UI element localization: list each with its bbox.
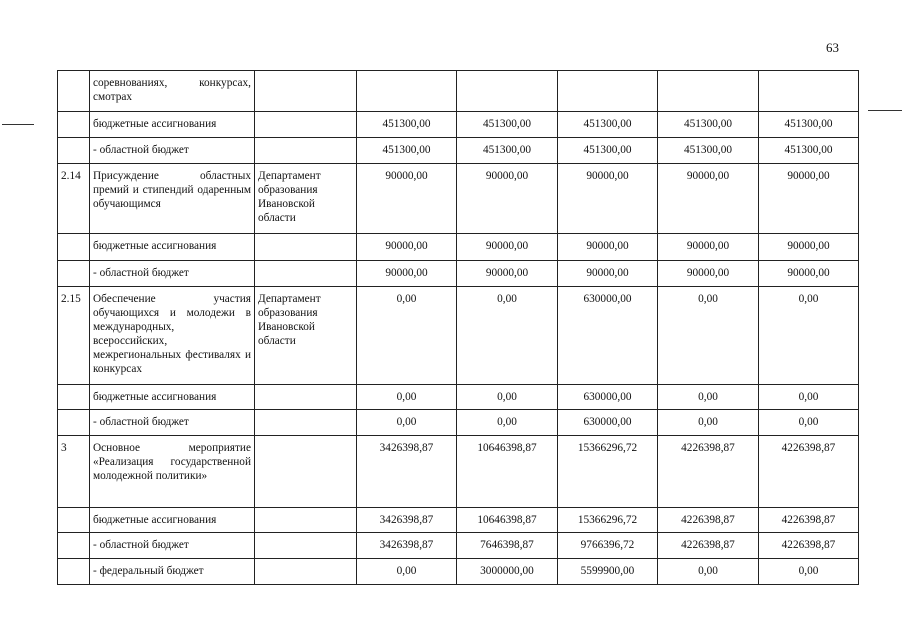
row-number bbox=[58, 533, 90, 559]
year-value-5: 451300,00 bbox=[759, 112, 859, 138]
table-row bbox=[58, 261, 859, 287]
year-value-1: 0,00 bbox=[357, 385, 457, 410]
year-value-1: 451300,00 bbox=[357, 138, 457, 164]
budget-table bbox=[57, 70, 859, 585]
year-value-5: 90000,00 bbox=[759, 234, 859, 261]
year-value-4: 4226398,87 bbox=[658, 533, 759, 559]
year-value-3: 90000,00 bbox=[558, 234, 658, 261]
executor-cell: Департамент образования Ивановской области bbox=[255, 164, 357, 234]
margin-mark-right bbox=[868, 110, 902, 111]
item-name: - областной бюджет bbox=[90, 533, 255, 559]
year-value-5: 4226398,87 bbox=[759, 508, 859, 533]
year-value-4: 451300,00 bbox=[658, 138, 759, 164]
table-row bbox=[58, 436, 859, 508]
year-value-3 bbox=[558, 71, 658, 112]
executor-cell bbox=[255, 385, 357, 410]
row-number: 3 bbox=[58, 436, 90, 508]
item-name: соревнованиях, конкурсах, смотрах bbox=[90, 71, 255, 112]
year-value-4: 0,00 bbox=[658, 410, 759, 436]
year-value-5: 90000,00 bbox=[759, 164, 859, 234]
executor-cell bbox=[255, 234, 357, 261]
year-value-1: 3426398,87 bbox=[357, 436, 457, 508]
year-value-2: 0,00 bbox=[457, 385, 558, 410]
table-row bbox=[58, 287, 859, 385]
executor-cell bbox=[255, 138, 357, 164]
table-body bbox=[58, 71, 859, 585]
year-value-1: 0,00 bbox=[357, 287, 457, 385]
page-number: 63 bbox=[826, 40, 839, 55]
table-row bbox=[58, 138, 859, 164]
year-value-4 bbox=[658, 71, 759, 112]
year-value-5: 0,00 bbox=[759, 410, 859, 436]
year-value-3: 630000,00 bbox=[558, 410, 658, 436]
row-number: 2.15 bbox=[58, 287, 90, 385]
year-value-4: 0,00 bbox=[658, 385, 759, 410]
year-value-2: 451300,00 bbox=[457, 112, 558, 138]
year-value-1: 451300,00 bbox=[357, 112, 457, 138]
year-value-2 bbox=[457, 71, 558, 112]
item-name: бюджетные ассигнования bbox=[90, 112, 255, 138]
year-value-4: 0,00 bbox=[658, 287, 759, 385]
year-value-2: 3000000,00 bbox=[457, 559, 558, 585]
executor-cell bbox=[255, 533, 357, 559]
row-number bbox=[58, 138, 90, 164]
year-value-5 bbox=[759, 71, 859, 112]
table-row bbox=[58, 234, 859, 261]
table-row bbox=[58, 385, 859, 410]
year-value-3: 451300,00 bbox=[558, 112, 658, 138]
year-value-1: 3426398,87 bbox=[357, 533, 457, 559]
item-name: - областной бюджет bbox=[90, 138, 255, 164]
year-value-2: 10646398,87 bbox=[457, 508, 558, 533]
executor-cell bbox=[255, 508, 357, 533]
item-name: бюджетные ассигнования bbox=[90, 385, 255, 410]
year-value-2: 90000,00 bbox=[457, 234, 558, 261]
year-value-3: 630000,00 bbox=[558, 287, 658, 385]
year-value-1: 0,00 bbox=[357, 559, 457, 585]
year-value-3: 630000,00 bbox=[558, 385, 658, 410]
year-value-3: 9766396,72 bbox=[558, 533, 658, 559]
year-value-1: 90000,00 bbox=[357, 164, 457, 234]
year-value-4: 90000,00 bbox=[658, 164, 759, 234]
year-value-5: 0,00 bbox=[759, 559, 859, 585]
row-number bbox=[58, 508, 90, 533]
executor-cell bbox=[255, 410, 357, 436]
row-number bbox=[58, 559, 90, 585]
year-value-2: 7646398,87 bbox=[457, 533, 558, 559]
executor-cell bbox=[255, 71, 357, 112]
executor-cell bbox=[255, 436, 357, 508]
item-name: - федеральный бюджет bbox=[90, 559, 255, 585]
year-value-1 bbox=[357, 71, 457, 112]
executor-cell bbox=[255, 261, 357, 287]
table-row bbox=[58, 410, 859, 436]
year-value-4: 90000,00 bbox=[658, 234, 759, 261]
year-value-1: 90000,00 bbox=[357, 261, 457, 287]
row-number bbox=[58, 385, 90, 410]
year-value-3: 90000,00 bbox=[558, 164, 658, 234]
year-value-3: 451300,00 bbox=[558, 138, 658, 164]
item-name: - областной бюджет bbox=[90, 261, 255, 287]
executor-cell: Департамент образования Ивановской области bbox=[255, 287, 357, 385]
table-row bbox=[58, 559, 859, 585]
year-value-3: 90000,00 bbox=[558, 261, 658, 287]
row-number bbox=[58, 261, 90, 287]
item-name: - областной бюджет bbox=[90, 410, 255, 436]
year-value-4: 0,00 bbox=[658, 559, 759, 585]
item-name: Присуждение областных премий и стипендий одаренным обучающимся bbox=[90, 164, 255, 234]
year-value-1: 90000,00 bbox=[357, 234, 457, 261]
row-number bbox=[58, 410, 90, 436]
year-value-4: 451300,00 bbox=[658, 112, 759, 138]
year-value-4: 4226398,87 bbox=[658, 436, 759, 508]
table-row bbox=[58, 164, 859, 234]
year-value-3: 15366296,72 bbox=[558, 508, 658, 533]
year-value-4: 90000,00 bbox=[658, 261, 759, 287]
year-value-2: 90000,00 bbox=[457, 164, 558, 234]
table-row bbox=[58, 508, 859, 533]
year-value-5: 0,00 bbox=[759, 287, 859, 385]
year-value-3: 15366296,72 bbox=[558, 436, 658, 508]
year-value-5: 4226398,87 bbox=[759, 436, 859, 508]
table-row bbox=[58, 71, 859, 112]
row-number bbox=[58, 71, 90, 112]
table-row bbox=[58, 112, 859, 138]
item-name: Основное мероприятие «Реализация государственной молодежной политики» bbox=[90, 436, 255, 508]
year-value-1: 0,00 bbox=[357, 410, 457, 436]
year-value-2: 0,00 bbox=[457, 287, 558, 385]
executor-cell bbox=[255, 112, 357, 138]
year-value-2: 10646398,87 bbox=[457, 436, 558, 508]
row-number: 2.14 bbox=[58, 164, 90, 234]
item-name: Обеспечение участия обучающихся и молодежи в международных, всероссийских, межрегиональных фестивалях и конкурсах bbox=[90, 287, 255, 385]
year-value-4: 4226398,87 bbox=[658, 508, 759, 533]
year-value-3: 5599900,00 bbox=[558, 559, 658, 585]
year-value-2: 451300,00 bbox=[457, 138, 558, 164]
year-value-5: 451300,00 bbox=[759, 138, 859, 164]
row-number bbox=[58, 234, 90, 261]
year-value-5: 90000,00 bbox=[759, 261, 859, 287]
year-value-2: 0,00 bbox=[457, 410, 558, 436]
year-value-2: 90000,00 bbox=[457, 261, 558, 287]
year-value-5: 0,00 bbox=[759, 385, 859, 410]
year-value-5: 4226398,87 bbox=[759, 533, 859, 559]
item-name: бюджетные ассигнования bbox=[90, 508, 255, 533]
margin-mark-left bbox=[2, 124, 34, 125]
executor-cell bbox=[255, 559, 357, 585]
table-row bbox=[58, 533, 859, 559]
year-value-1: 3426398,87 bbox=[357, 508, 457, 533]
row-number bbox=[58, 112, 90, 138]
item-name: бюджетные ассигнования bbox=[90, 234, 255, 261]
